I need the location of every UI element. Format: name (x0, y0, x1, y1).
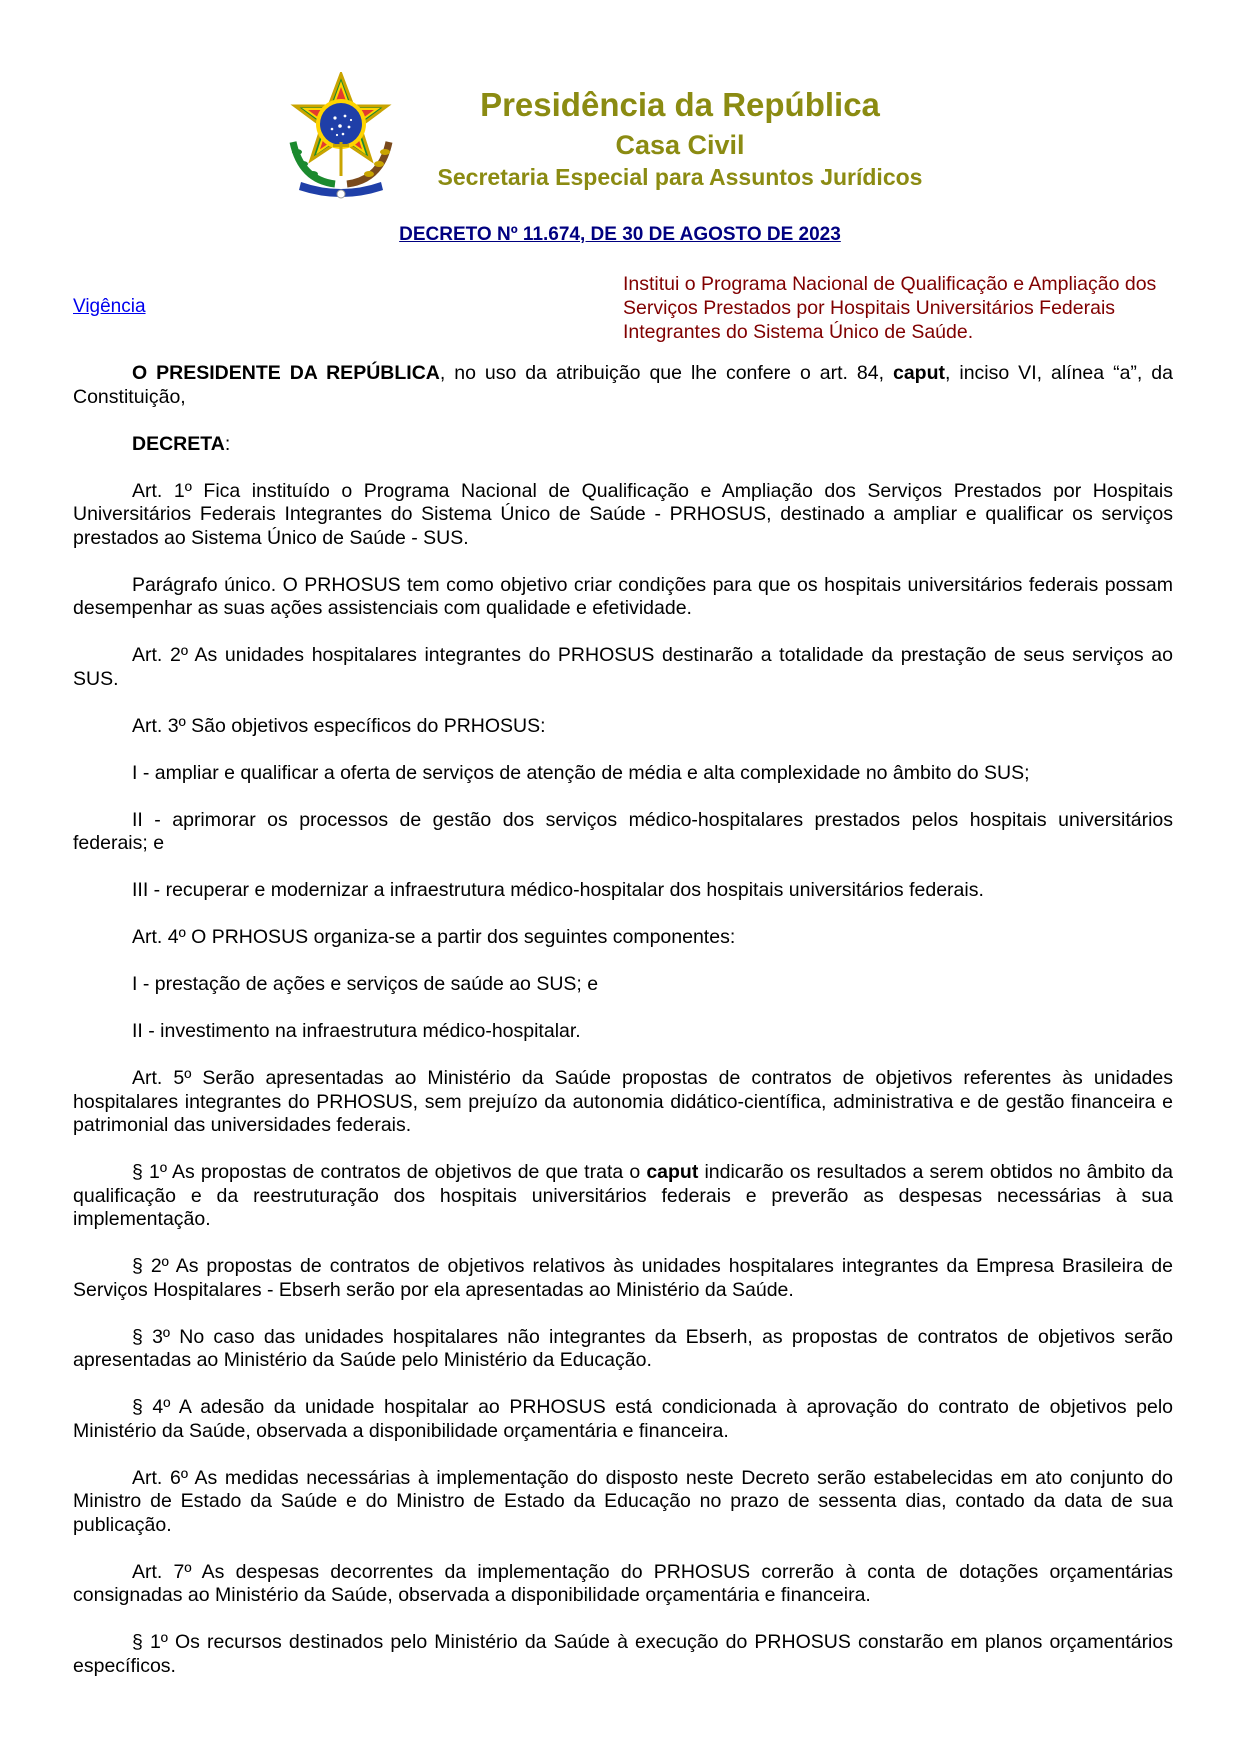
art-5-p1-text-a: § 1º As propostas de contratos de objetivos de que trata o (132, 1161, 647, 1183)
art-1-paragrafo-unico: Parágrafo único. O PRHOSUS tem como objetivo criar condições para que os hospitais universitários federais possam desempenhar as suas ações assistenciais com qualidade e efetividade. (73, 573, 1173, 619)
decree-title[interactable]: DECRETO Nº 11.674, DE 30 DE AGOSTO DE 2023 (399, 224, 841, 245)
art-3: Art. 3º São objetivos específicos do PRHOSUS: (132, 714, 546, 737)
art-5: Art. 5º Serão apresentadas ao Ministério da Saúde propostas de contratos de objetivos referentes às unidades hospitalares integrantes do PRHOSUS, sem prejuízo da autonomia didático-científica, administrativa e de gestão financeira e patrimonial das universidades federais. (73, 1067, 1173, 1136)
preamble-president: O PRESIDENTE DA REPÚBLICA (132, 362, 440, 384)
art-5-paragrafo-3: § 3º No caso das unidades hospitalares não integrantes da Ebserh, as propostas de contratos de objetivos serão apresentadas ao Ministério da Saúde pelo Ministério da Educação. (73, 1325, 1173, 1371)
vigencia-link[interactable]: Vigência (73, 296, 146, 317)
decreta (73, 433, 1173, 457)
art-4-inciso-i: I - prestação de ações e serviços de saúde ao SUS; e (132, 973, 599, 995)
art-1: Art. 1º Fica instituído o Programa Nacional de Qualificação e Ampliação dos Serviços Prestados por Hospitais Universitários Federais Integrantes do Sistema Único de Saúde - PRHOSUS, destinado a ampliar e qualificar os serviços prestados ao Sistema Único de Saúde - SUS. (73, 479, 1173, 549)
art-5-paragrafo-4: § 4º A adesão da unidade hospitalar ao PRHOSUS está condicionada à aprovação do contrato de objetivos pelo Ministério da Saúde, observada a disponibilidade orçamentária e financeira. (73, 1396, 1173, 1442)
art-7-paragrafo-1: § 1º Os recursos destinados pelo Ministério da Saúde à execução do PRHOSUS constarão em planos orçamentários específicos. (73, 1631, 1173, 1677)
header-presidencia: Presidência da República (480, 86, 880, 123)
art-5-p1-text-b: indicarão os resultados a serem obtidos no âmbito da qualificação e da reestruturação dos hospitais universitários federais e preverão as despesas necessárias à sua implementação. (73, 1161, 1173, 1230)
coat-of-arms-emblem (283, 72, 399, 200)
preamble-text-1: , no uso da atribuição que lhe confere o art. 84, (439, 362, 893, 384)
art-2: Art. 2º As unidades hospitalares integrantes do PRHOSUS destinarão a totalidade da prestação de seus serviços ao SUS. (73, 644, 1173, 690)
header-secretaria: Secretaria Especial para Assuntos Jurídicos (437, 164, 923, 190)
art-3-inciso-iii: III - recuperar e modernizar a infraestrutura médico-hospitalar dos hospitais universitários federais. (132, 879, 984, 901)
preamble-caput: caput (892, 362, 945, 384)
art-3-inciso-i: I - ampliar e qualificar a oferta de serviços de atenção de média e alta complexidade no âmbito do SUS; (132, 761, 1030, 784)
ementa: Institui o Programa Nacional de Qualificação e Ampliação dos Serviços Prestados por Hospitais Universitários Federais Integrantes do Sistema Único de Saúde. (623, 273, 1157, 343)
decree-body (73, 362, 1173, 1702)
art-3-inciso-ii: II - aprimorar os processos de gestão dos serviços médico-hospitalares prestados pelos hospitais universitários federais; e (73, 808, 1173, 854)
preamble (73, 362, 1173, 409)
art-5-p1-caput: caput (646, 1161, 699, 1183)
art-4: Art. 4º O PRHOSUS organiza-se a partir dos seguintes componentes: (132, 926, 736, 948)
preamble-text-2: , inciso VI, alínea “a”, da Constituição, (73, 362, 1173, 408)
art-6: Art. 6º As medidas necessárias à implementação do disposto neste Decreto serão estabelecidas em ato conjunto do Ministro de Estado da Saúde e do Ministro de Estado da Educação no prazo de sessenta dias, contado da data de sua publicação. (73, 1466, 1173, 1536)
art-5-paragrafo-2: § 2º As propostas de contratos de objetivos relativos às unidades hospitalares integrantes da Empresa Brasileira de Serviços Hospitalares - Ebserh serão por ela apresentadas ao Ministério da Saúde. (73, 1255, 1173, 1301)
decreta-label: DECRETA (132, 432, 225, 455)
decreta-suffix: : (224, 432, 231, 455)
header-casa-civil: Casa Civil (615, 130, 745, 160)
art-5-paragrafo-1 (73, 1161, 1173, 1232)
art-4-inciso-ii: II - investimento na infraestrutura médico-hospitalar. (132, 1020, 581, 1042)
art-7: Art. 7º As despesas decorrentes da implementação do PRHOSUS correrão à conta de dotações orçamentárias consignadas ao Ministério da Saúde, observada a disponibilidade orçamentária e financeira. (73, 1560, 1173, 1606)
